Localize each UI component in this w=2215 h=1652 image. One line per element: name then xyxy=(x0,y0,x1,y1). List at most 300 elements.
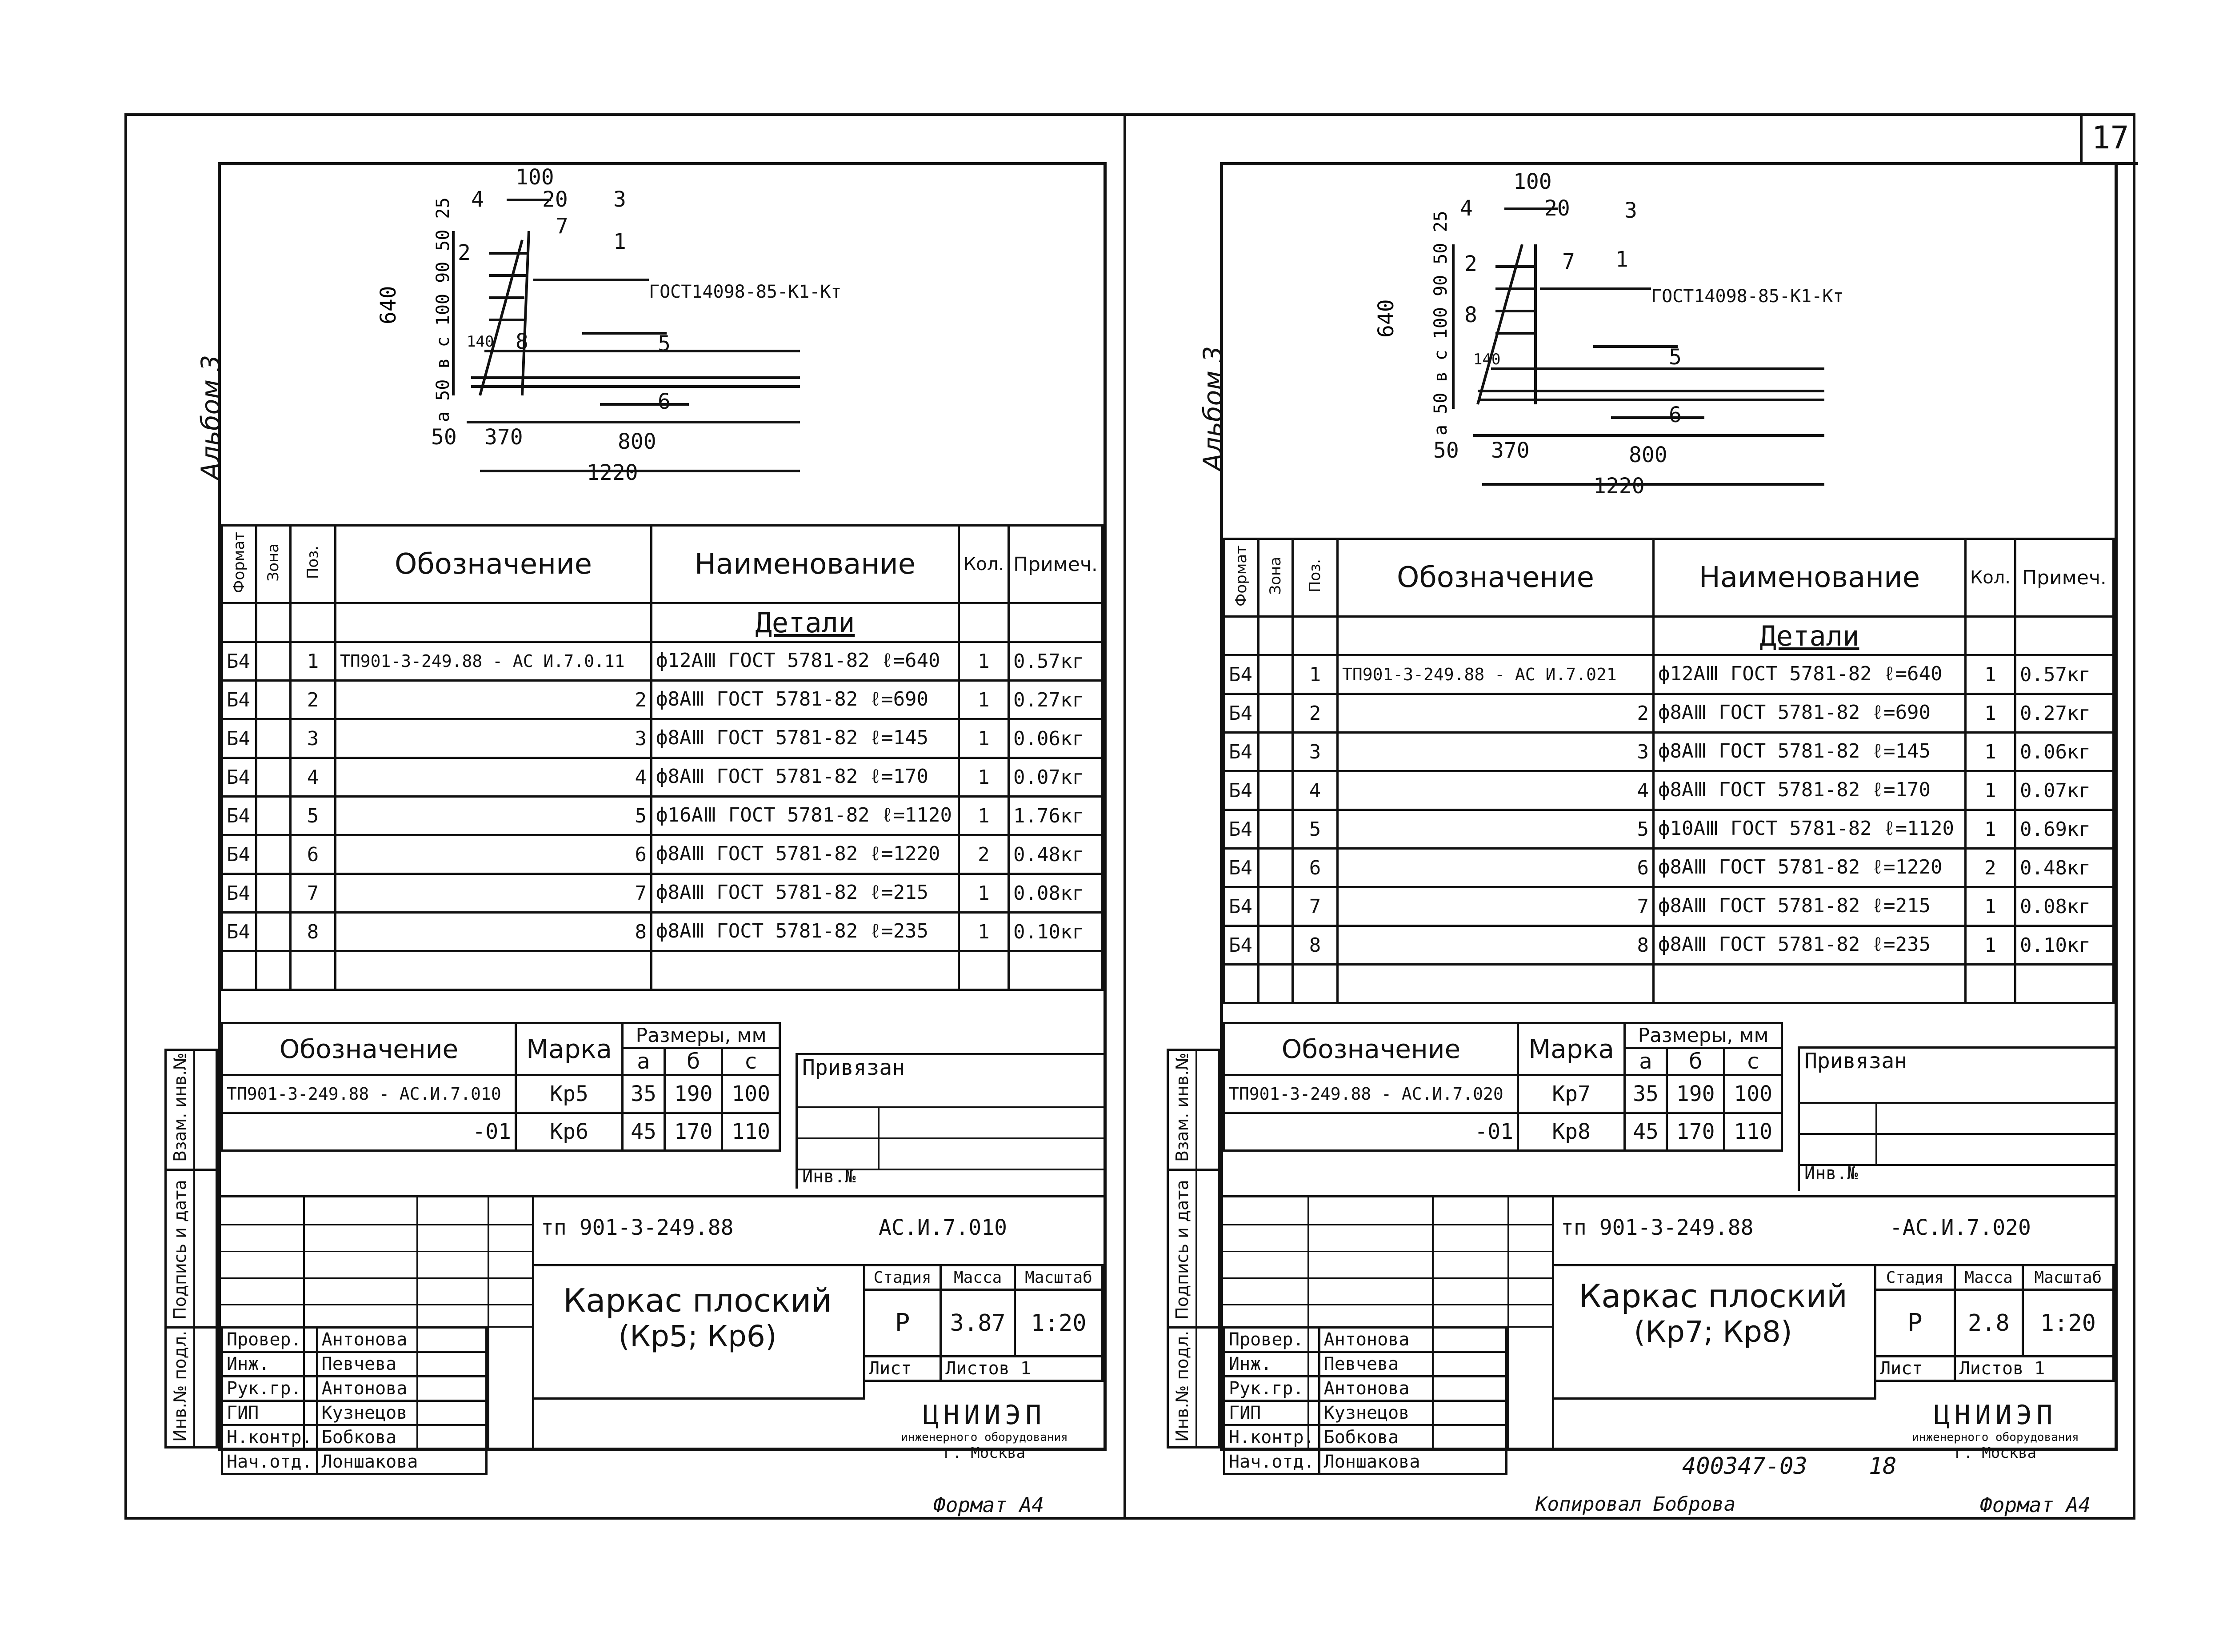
marks-hdr-sizes: Размеры, мм xyxy=(623,1023,780,1048)
cell-qty: 1 xyxy=(959,874,1008,913)
dim-370: 370 xyxy=(1491,438,1530,463)
side-strip-right xyxy=(1167,1049,1220,1448)
table-row xyxy=(222,681,1103,719)
cell-des: 7 xyxy=(336,874,652,913)
cell-note: 0.08кг xyxy=(2015,887,2114,926)
cell-name: ф8АⅢ ГОСТ 5781-82 ℓ=215 xyxy=(652,874,959,913)
dim-stack: а 50 в с 100 90 50 25 xyxy=(1431,211,1451,435)
cell-pos: 4 xyxy=(291,758,336,797)
pos-1: 1 xyxy=(1615,247,1628,272)
drawing-title: Каркас плоский xyxy=(1579,1277,1847,1315)
cell-des: 6 xyxy=(336,835,652,874)
marks-hdr-sizes: Размеры, мм xyxy=(1625,1023,1782,1048)
marks-hdr-c: с xyxy=(722,1048,780,1075)
marks-hdr-a: а xyxy=(623,1048,665,1075)
stage-value: Р xyxy=(1875,1290,1955,1357)
table-row xyxy=(222,758,1103,797)
cell-pos: 8 xyxy=(1293,926,1338,965)
cell-des: 5 xyxy=(1338,810,1654,849)
pos-3: 3 xyxy=(613,187,626,212)
marks-hdr-b: б xyxy=(664,1048,722,1075)
cell-note: 0.69кг xyxy=(2015,810,2114,849)
cell-des: ТП901-3-249.88 - АС.И.7.020 xyxy=(1224,1075,1518,1113)
cell-note: 0.48кг xyxy=(2015,849,2114,887)
signer-role: Рук.гр. xyxy=(222,1377,317,1401)
hdr-note: Примеч. xyxy=(2015,539,2114,617)
marks-hdr-a: а xyxy=(1625,1048,1667,1075)
table-row xyxy=(222,874,1103,913)
signer-name: Антонова xyxy=(317,1377,486,1401)
cell-des: 4 xyxy=(1338,771,1654,810)
cell-name: ф8АⅢ ГОСТ 5781-82 ℓ=145 xyxy=(1654,733,1966,771)
hdr-format: Формат xyxy=(1232,545,1250,607)
dim-50: 50 xyxy=(1433,438,1459,463)
drawing-title: Каркас плоский xyxy=(563,1282,832,1319)
cell-fmt: Б4 xyxy=(222,913,256,951)
side-label-vzam: Взам. инв.№ xyxy=(1172,1053,1192,1162)
hdr-designation: Обозначение xyxy=(1338,539,1654,617)
cell-qty: 2 xyxy=(1965,849,2015,887)
signer-row xyxy=(222,1450,487,1474)
cell-fmt: Б4 xyxy=(1224,926,1259,965)
drawing-code: -АС.И.7.020 xyxy=(1890,1215,2031,1240)
marks-table-right xyxy=(1223,1022,1783,1152)
scale-header: Масштаб xyxy=(1015,1265,1103,1290)
album-label-left: Альбом 3 xyxy=(196,355,226,480)
side-label-inv: Инв.№ подл. xyxy=(170,1330,190,1442)
mass-value: 2.8 xyxy=(1955,1290,2023,1357)
cell-note: 0.10кг xyxy=(2015,926,2114,965)
cell-c: 100 xyxy=(722,1075,780,1113)
gost-label: ГОСТ14098-85-К1-Кт xyxy=(1651,286,1844,307)
cell-c: 110 xyxy=(1724,1113,1782,1151)
signers-right xyxy=(1223,1326,1507,1475)
hdr-note: Примеч. xyxy=(1009,526,1103,603)
signer-name: Антонова xyxy=(1319,1377,1506,1401)
cell-note: 0.07кг xyxy=(1009,758,1103,797)
org-city: г. Москва xyxy=(1954,1444,2037,1462)
gost-label: ГОСТ14098-85-К1-Кт xyxy=(649,282,842,302)
pos-8: 8 xyxy=(1464,303,1477,327)
cell-b: 190 xyxy=(1667,1075,1724,1113)
page-number-box xyxy=(2080,113,2138,165)
cell-name: ф12АⅢ ГОСТ 5781-82 ℓ=640 xyxy=(652,642,959,681)
section-details: Детали xyxy=(652,603,959,642)
album-label-right: Альбом 3 xyxy=(1198,346,1228,471)
cell-fmt: Б4 xyxy=(1224,771,1259,810)
cell-fmt: Б4 xyxy=(1224,655,1259,694)
cell-mark: Кр8 xyxy=(1518,1113,1625,1151)
cell-fmt: Б4 xyxy=(222,719,256,758)
cell-fmt: Б4 xyxy=(1224,733,1259,771)
cell-qty: 1 xyxy=(1965,771,2015,810)
signer-role: Провер. xyxy=(222,1328,317,1352)
cell-des: 8 xyxy=(1338,926,1654,965)
cell-fmt: Б4 xyxy=(1224,887,1259,926)
pos-4: 4 xyxy=(1460,196,1473,221)
cell-fmt: Б4 xyxy=(222,874,256,913)
signer-name: Бобкова xyxy=(1319,1425,1506,1450)
cell-qty: 1 xyxy=(959,681,1008,719)
org-sub: инженерного оборудования xyxy=(901,1431,1068,1444)
hdr-qty: Кол. xyxy=(959,526,1008,603)
cell-name: ф8АⅢ ГОСТ 5781-82 ℓ=690 xyxy=(1654,694,1966,733)
side-label-inv: Инв.№ подл. xyxy=(1172,1330,1192,1442)
signer-role: Нач.отд. xyxy=(222,1450,317,1474)
cell-des: 3 xyxy=(336,719,652,758)
signer-name: Кузнецов xyxy=(1319,1401,1506,1425)
cell-des: ТП901-3-249.88 - АС.И.7.010 xyxy=(222,1075,516,1113)
cell-qty: 1 xyxy=(1965,926,2015,965)
marks-hdr-designation: Обозначение xyxy=(222,1023,516,1075)
cell-qty: 1 xyxy=(1965,887,2015,926)
cell-note: 0.08кг xyxy=(1009,874,1103,913)
org-sub: инженерного оборудования xyxy=(1912,1431,2079,1444)
pos-7: 7 xyxy=(556,214,568,239)
hdr-qty: Кол. xyxy=(1965,539,2015,617)
dim-stack: а 50 в с 100 90 50 25 xyxy=(433,197,453,422)
cell-des: 3 xyxy=(1338,733,1654,771)
cell-note: 0.07кг xyxy=(2015,771,2114,810)
cell-pos: 5 xyxy=(291,797,336,835)
cell-fmt: Б4 xyxy=(222,758,256,797)
section-details: Детали xyxy=(1654,617,1966,655)
signer-name: Бобкова xyxy=(317,1425,486,1450)
pos-6: 6 xyxy=(658,389,671,414)
signer-name: Певчева xyxy=(1319,1352,1506,1377)
org-block-left xyxy=(865,1400,1104,1462)
cell-des: 6 xyxy=(1338,849,1654,887)
cell-name: ф8АⅢ ГОСТ 5781-82 ℓ=170 xyxy=(652,758,959,797)
signer-row xyxy=(222,1377,487,1401)
dim-1220: 1220 xyxy=(587,460,638,485)
dim-100: 100 xyxy=(1513,169,1552,194)
cell-pos: 7 xyxy=(1293,887,1338,926)
pos-5: 5 xyxy=(658,331,671,356)
cell-name: ф8АⅢ ГОСТ 5781-82 ℓ=690 xyxy=(652,681,959,719)
cell-a: 35 xyxy=(623,1075,665,1113)
cell-pos: 3 xyxy=(291,719,336,758)
cell-name: ф8АⅢ ГОСТ 5781-82 ℓ=215 xyxy=(1654,887,1966,926)
bound-block-right xyxy=(1798,1046,2117,1191)
cell-qty: 1 xyxy=(959,797,1008,835)
side-strip-left xyxy=(164,1049,218,1448)
org-name: ЦНИИЭП xyxy=(923,1400,1046,1431)
signer-name: Лоншакова xyxy=(317,1450,486,1474)
format-left: Формат А4 xyxy=(933,1493,1044,1517)
marks-hdr-c: с xyxy=(1724,1048,1782,1075)
pos-8: 8 xyxy=(516,329,528,354)
dim-800: 800 xyxy=(618,429,656,454)
pos-6: 6 xyxy=(1669,403,1682,427)
cell-pos: 7 xyxy=(291,874,336,913)
cell-fmt: Б4 xyxy=(1224,694,1259,733)
cell-des: 4 xyxy=(336,758,652,797)
cell-fmt: Б4 xyxy=(222,642,256,681)
hdr-zone: Зона xyxy=(264,543,282,582)
cell-name: ф8АⅢ ГОСТ 5781-82 ℓ=235 xyxy=(1654,926,1966,965)
marks-hdr-mark: Марка xyxy=(516,1023,623,1075)
cell-pos: 3 xyxy=(1293,733,1338,771)
table-row xyxy=(1224,694,2114,733)
cell-pos: 8 xyxy=(291,913,336,951)
dim-800: 800 xyxy=(1629,443,1667,467)
scale-header: Масштаб xyxy=(2023,1265,2113,1290)
cell-b: 190 xyxy=(664,1075,722,1113)
marks-hdr-designation: Обозначение xyxy=(1224,1023,1518,1075)
side-label-sign: Подпись и дата xyxy=(1172,1180,1192,1320)
pos-1: 1 xyxy=(613,229,626,254)
cell-note: 0.27кг xyxy=(2015,694,2114,733)
signer-role: Нач.отд. xyxy=(1224,1450,1319,1474)
pos-3: 3 xyxy=(1624,198,1637,223)
signer-role: Инж. xyxy=(222,1352,317,1377)
bound-label: Привязан xyxy=(802,1055,905,1080)
cell-b: 170 xyxy=(664,1113,722,1151)
cell-des: ТП901-3-249.88 - АС И.7.021 xyxy=(1338,655,1654,694)
cell-name: ф8АⅢ ГОСТ 5781-82 ℓ=235 xyxy=(652,913,959,951)
hdr-pos: Поз. xyxy=(304,545,322,579)
sheet-header: Лист xyxy=(1875,1357,1955,1381)
cell-qty: 1 xyxy=(959,913,1008,951)
dim-140: 140 xyxy=(467,333,494,351)
side-label-sign: Подпись и дата xyxy=(170,1180,190,1320)
cell-des: 5 xyxy=(336,797,652,835)
mass-header: Масса xyxy=(941,1265,1015,1290)
cell-qty: 1 xyxy=(959,642,1008,681)
signer-name: Антонова xyxy=(1319,1328,1506,1352)
dim-370: 370 xyxy=(484,425,523,450)
cell-des: -01 xyxy=(1224,1113,1518,1151)
project-code: тп 901-3-249.88 xyxy=(1561,1215,1754,1240)
cell-qty: 1 xyxy=(959,758,1008,797)
cell-des: -01 xyxy=(222,1113,516,1151)
doc-code-num: 18 xyxy=(1869,1453,1897,1480)
table-row xyxy=(1224,1075,1782,1113)
cell-note: 0.57кг xyxy=(1009,642,1103,681)
cell-pos: 6 xyxy=(291,835,336,874)
page-number: 17 xyxy=(2091,120,2129,156)
cell-mark: Кр5 xyxy=(516,1075,623,1113)
cell-note: 0.10кг xyxy=(1009,913,1103,951)
title-block-left xyxy=(221,1195,1104,1472)
signer-role: Н.контр. xyxy=(1224,1425,1319,1450)
cell-pos: 5 xyxy=(1293,810,1338,849)
drawing-code: АС.И.7.010 xyxy=(879,1215,1007,1240)
cell-note: 1.76кг xyxy=(1009,797,1103,835)
cell-qty: 1 xyxy=(1965,733,2015,771)
pos-7: 7 xyxy=(1562,249,1575,274)
cell-des: ТП901-3-249.88 - АС И.7.0.11 xyxy=(336,642,652,681)
signer-role: Провер. xyxy=(1224,1328,1319,1352)
signer-row xyxy=(1224,1425,1507,1450)
hdr-zone: Зона xyxy=(1267,556,1284,595)
cell-name: ф8АⅢ ГОСТ 5781-82 ℓ=1220 xyxy=(1654,849,1966,887)
table-row xyxy=(1224,655,2114,694)
format-right: Формат А4 xyxy=(1980,1493,2091,1517)
stage-header: Стадия xyxy=(1875,1265,1955,1290)
mass-header: Масса xyxy=(1955,1265,2023,1290)
pos-2: 2 xyxy=(1464,251,1477,276)
hdr-format: Формат xyxy=(230,531,248,593)
inv-label: Инв.№ xyxy=(1804,1163,1858,1184)
dim-140: 140 xyxy=(1473,351,1501,368)
table-row xyxy=(1224,1113,1782,1151)
cell-note: 0.06кг xyxy=(1009,719,1103,758)
pos-2: 2 xyxy=(458,240,471,265)
dim-20: 20 xyxy=(1544,196,1570,221)
cell-pos: 2 xyxy=(1293,694,1338,733)
inv-label: Инв.№ xyxy=(802,1166,856,1187)
signer-role: ГИП xyxy=(222,1401,317,1425)
signer-role: Инж. xyxy=(1224,1352,1319,1377)
cell-mark: Кр6 xyxy=(516,1113,623,1151)
cell-pos: 6 xyxy=(1293,849,1338,887)
frame-drawing-right xyxy=(1374,169,1935,524)
signer-role: Н.контр. xyxy=(222,1425,317,1450)
marks-hdr-b: б xyxy=(1667,1048,1724,1075)
cell-des: 2 xyxy=(336,681,652,719)
cell-qty: 1 xyxy=(1965,694,2015,733)
hdr-name: Наименование xyxy=(652,526,959,603)
marks-hdr-mark: Марка xyxy=(1518,1023,1625,1075)
cell-fmt: Б4 xyxy=(222,797,256,835)
table-row xyxy=(1224,810,2114,849)
side-label-vzam: Взам. инв.№ xyxy=(170,1053,190,1162)
bound-label: Привязан xyxy=(1804,1049,1907,1073)
cell-fmt: Б4 xyxy=(222,835,256,874)
table-row xyxy=(1224,887,2114,926)
table-row xyxy=(1224,849,2114,887)
cell-qty: 1 xyxy=(959,719,1008,758)
stage-table-left xyxy=(863,1264,1104,1382)
table-row xyxy=(1224,733,2114,771)
signer-row xyxy=(1224,1377,1507,1401)
table-row xyxy=(222,719,1103,758)
sheet-divider xyxy=(1123,113,1126,1520)
signer-row xyxy=(222,1425,487,1450)
cell-pos: 1 xyxy=(1293,655,1338,694)
table-row xyxy=(222,1113,780,1151)
cell-mark: Кр7 xyxy=(1518,1075,1625,1113)
cell-c: 110 xyxy=(722,1113,780,1151)
table-row xyxy=(1224,771,2114,810)
drawing-subtitle: (Кр7; Кр8) xyxy=(1634,1315,1792,1349)
scale-value: 1:20 xyxy=(2023,1290,2113,1357)
stage-header: Стадия xyxy=(864,1265,941,1290)
signer-row xyxy=(222,1328,487,1352)
signer-row xyxy=(1224,1450,1507,1474)
cell-name: ф8АⅢ ГОСТ 5781-82 ℓ=1220 xyxy=(652,835,959,874)
signer-row xyxy=(1224,1328,1507,1352)
cell-note: 0.27кг xyxy=(1009,681,1103,719)
cell-pos: 1 xyxy=(291,642,336,681)
org-name: ЦНИИЭП xyxy=(1934,1400,2057,1431)
cell-fmt: Б4 xyxy=(1224,849,1259,887)
cell-name: ф8АⅢ ГОСТ 5781-82 ℓ=145 xyxy=(652,719,959,758)
cell-fmt: Б4 xyxy=(1224,810,1259,849)
dim-20: 20 xyxy=(542,187,568,212)
signer-name: Лоншакова xyxy=(1319,1450,1506,1474)
frame-drawing-left xyxy=(376,164,933,520)
hdr-designation: Обозначение xyxy=(336,526,652,603)
project-code: тп 901-3-249.88 xyxy=(541,1215,734,1240)
org-block-right xyxy=(1876,1400,2115,1462)
cell-b: 170 xyxy=(1667,1113,1724,1151)
scale-value: 1:20 xyxy=(1015,1290,1103,1357)
cell-note: 0.48кг xyxy=(1009,835,1103,874)
cell-note: 0.57кг xyxy=(2015,655,2114,694)
cell-a: 35 xyxy=(1625,1075,1667,1113)
signer-name: Антонова xyxy=(317,1328,486,1352)
table-row xyxy=(222,1075,780,1113)
cell-a: 45 xyxy=(1625,1113,1667,1151)
cell-name: ф16АⅢ ГОСТ 5781-82 ℓ=1120 xyxy=(652,797,959,835)
cell-des: 8 xyxy=(336,913,652,951)
sheets-header: Листов 1 xyxy=(1955,1357,2113,1381)
mass-value: 3.87 xyxy=(941,1290,1015,1357)
signer-row xyxy=(222,1401,487,1425)
spec-table-right xyxy=(1223,538,2115,1004)
signer-role: ГИП xyxy=(1224,1401,1319,1425)
spec-table-left xyxy=(221,524,1104,991)
signers-left xyxy=(221,1326,488,1475)
copied-by: Копировал Боброва xyxy=(1535,1493,1736,1516)
signer-row xyxy=(1224,1401,1507,1425)
dim-100: 100 xyxy=(516,165,554,190)
signer-name: Певчева xyxy=(317,1352,486,1377)
cell-name: ф10АⅢ ГОСТ 5781-82 ℓ=1120 xyxy=(1654,810,1966,849)
cell-note: 0.06кг xyxy=(2015,733,2114,771)
dim-50: 50 xyxy=(431,425,457,450)
marks-table-left xyxy=(221,1022,781,1152)
table-row xyxy=(222,913,1103,951)
cell-pos: 2 xyxy=(291,681,336,719)
doc-code: 400347-03 xyxy=(1682,1453,1807,1480)
org-city: г. Москва xyxy=(943,1444,1026,1462)
pos-4: 4 xyxy=(471,187,484,212)
dim-1220: 1220 xyxy=(1593,474,1645,499)
bound-block-left xyxy=(796,1053,1106,1189)
hdr-pos: Поз. xyxy=(1306,559,1324,593)
signer-role: Рук.гр. xyxy=(1224,1377,1319,1401)
stage-table-right xyxy=(1874,1264,2115,1382)
stage-value: Р xyxy=(864,1290,941,1357)
table-row xyxy=(222,642,1103,681)
signer-name: Кузнецов xyxy=(317,1401,486,1425)
sheet-header: Лист xyxy=(864,1357,941,1381)
dim-640: 640 xyxy=(1374,299,1399,338)
hdr-name: Наименование xyxy=(1654,539,1966,617)
table-row xyxy=(222,797,1103,835)
pos-5: 5 xyxy=(1669,345,1682,370)
cell-des: 2 xyxy=(1338,694,1654,733)
cell-a: 45 xyxy=(623,1113,665,1151)
table-row xyxy=(222,835,1103,874)
signer-row xyxy=(1224,1352,1507,1377)
cell-qty: 1 xyxy=(1965,810,2015,849)
cell-qty: 1 xyxy=(1965,655,2015,694)
cell-qty: 2 xyxy=(959,835,1008,874)
drawing-subtitle: (Кр5; Кр6) xyxy=(618,1319,777,1353)
table-row xyxy=(1224,926,2114,965)
cell-name: ф12АⅢ ГОСТ 5781-82 ℓ=640 xyxy=(1654,655,1966,694)
signer-row xyxy=(222,1352,487,1377)
cell-fmt: Б4 xyxy=(222,681,256,719)
dim-640: 640 xyxy=(376,286,401,324)
cell-name: ф8АⅢ ГОСТ 5781-82 ℓ=170 xyxy=(1654,771,1966,810)
cell-des: 7 xyxy=(1338,887,1654,926)
